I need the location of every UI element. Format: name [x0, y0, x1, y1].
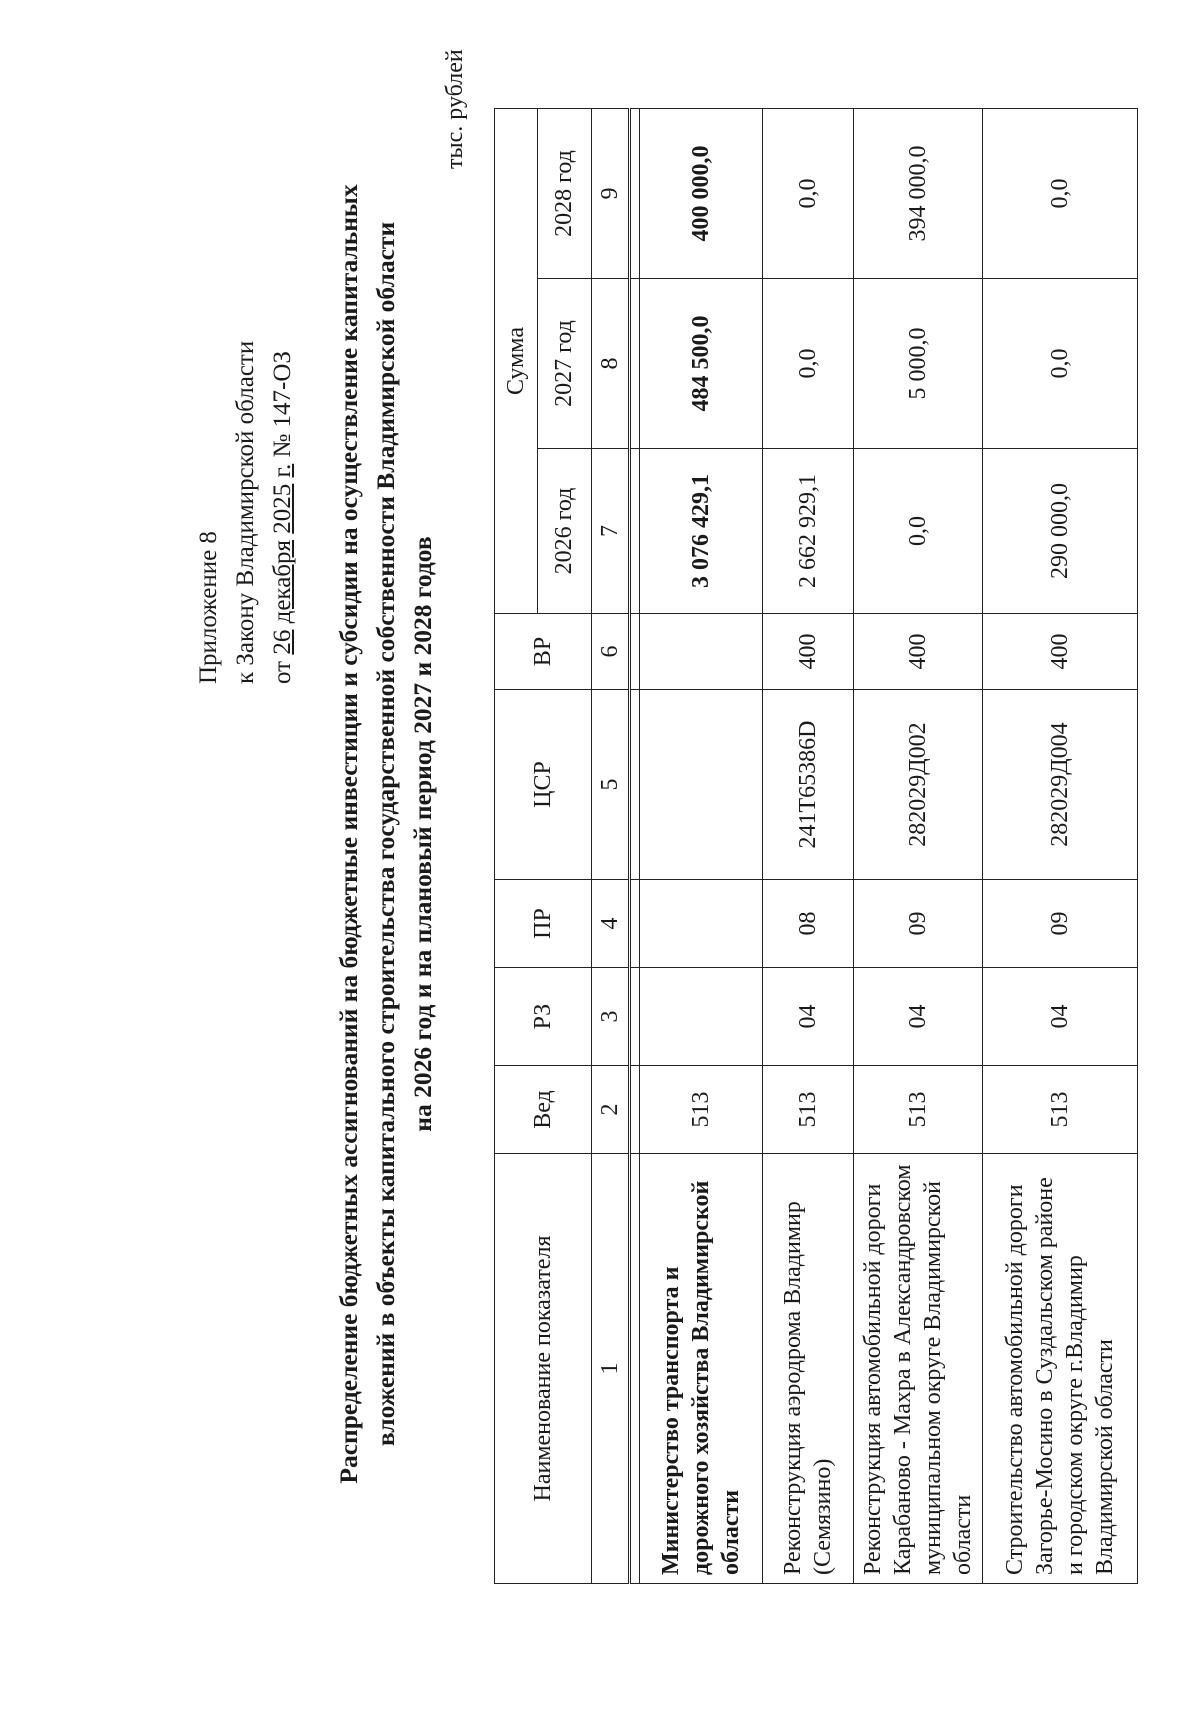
header-2027: 2027 год [537, 279, 591, 449]
appendix-title: Приложение 8 [195, 531, 222, 684]
document-title: Распределение бюджетных ассигнований на бюджетные инвестиции и субсидии на осуществление капитальных вложений в объекты капитального строительства государственной собственности Владимирской области на 2026 год и на плановый период 2027 и 2028 годов [334, 184, 437, 1484]
table-row: Реконструкция аэродрома Владимир (Семязино) 513 04 08 241Т65386D 400 2 662 929,1 0,0 0,0 [763, 109, 854, 1584]
date-day: 26 [269, 629, 296, 655]
header-pr: ПР [495, 880, 592, 968]
header-sum: Сумма [495, 109, 538, 614]
header-csr: ЦСР [495, 690, 592, 880]
units-label: тыс. рублей [442, 49, 468, 169]
appendix-law-reference: к Закону Владимирской области [232, 340, 259, 684]
header-row [495, 109, 538, 1584]
separator-row [630, 109, 640, 1584]
header-ved: Вед [495, 1066, 592, 1154]
table-row: Строительство автомобильной дороги Загорье-Мосино в Суздальском районе и городском округе г.Владимир Владимирской области 513 04 09 282029Д004 400 290 000,0 0,0 0,0 [983, 109, 1138, 1584]
table-row: Реконструкция автомобильной дороги Карабаново - Махра в Александровском муниципальном округе Владимирской области 513 04 09 282029Д002 400 0,0 5 000,0 394 000,0 [854, 109, 983, 1584]
header-vr: ВР [495, 614, 592, 690]
header-rz: РЗ [495, 968, 592, 1066]
budget-table [494, 108, 1138, 1584]
appendix-date-number: от 26 декабря 2025 г. № 147-ОЗ [269, 351, 296, 684]
header-2026: 2026 год [537, 449, 591, 614]
header-name: Наименование показателя [495, 1154, 592, 1584]
date-year: 2025 [269, 483, 296, 534]
law-number: 147-ОЗ [269, 351, 296, 428]
table-row: Министерство транспорта и дорожного хозяйства Владимирской области 513 3 076 429,1 484 500,0 400 000,0 [640, 109, 763, 1584]
column-numbers-row: 1 2 3 4 5 6 7 8 9 [592, 109, 630, 1584]
date-month: декабря [269, 539, 296, 624]
header-2028: 2028 год [537, 109, 591, 279]
appendix-block [190, 341, 301, 684]
